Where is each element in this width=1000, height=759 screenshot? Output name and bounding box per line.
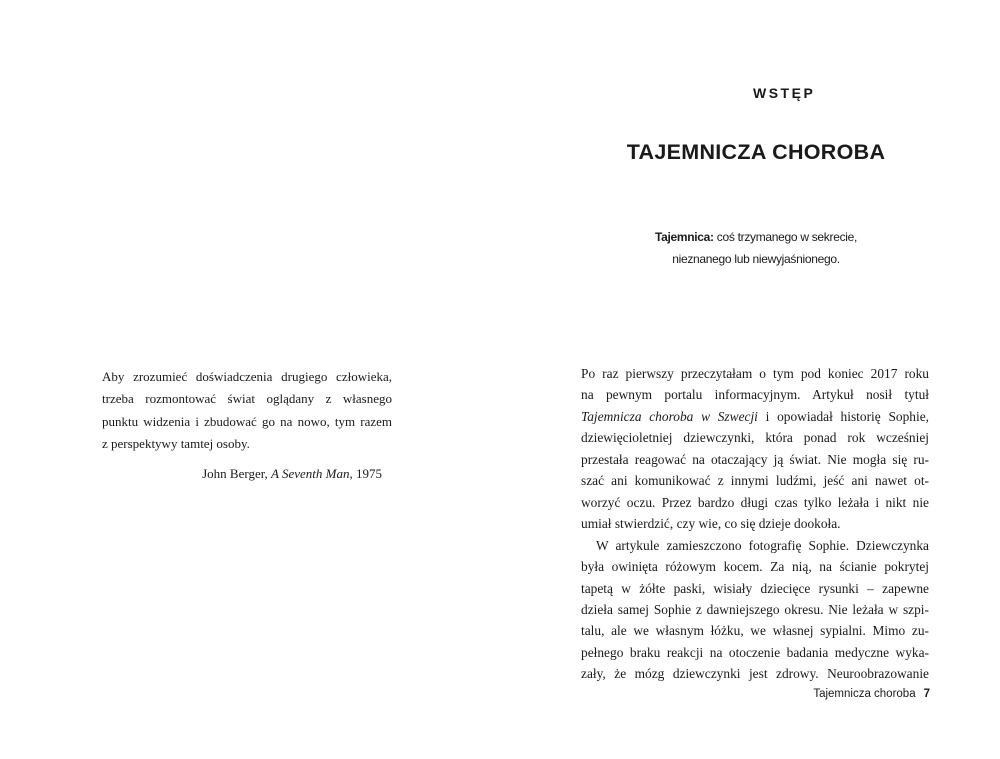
- definition-line-1: [581, 226, 931, 248]
- epigraph-line: z perspektywy tamtej osoby.: [102, 435, 250, 451]
- text-line: zały, że mózg dziewczynki jest zdrowy. Neuroobrazowanie: [581, 666, 929, 682]
- epigraph-line: punktu widzenia i zbudować go na nowo, tym razem: [102, 413, 392, 429]
- epigraph-work-title: A Seventh Man: [271, 466, 350, 481]
- epigraph-author: John Berger,: [202, 466, 272, 481]
- text-line: [581, 406, 929, 427]
- text-line: umiał stwierdzić, czy wie, co się dzieje dookoła.: [581, 516, 841, 532]
- text-line: worzyć oczu. Przez bardzo długi czas tylko leżała i nikt nie: [581, 494, 929, 510]
- epigraph-source: [102, 466, 382, 482]
- definition-term: Tajemnica:: [654, 230, 714, 244]
- text-line: na pewnym portalu informacyjnym. Artykuł nosił tytuł: [581, 387, 929, 403]
- right-page: [500, 0, 1000, 759]
- definition: [581, 226, 931, 270]
- text-line: talu, ale we własnym łóżku, we własnej sypialni. Mimo zu-: [581, 623, 929, 639]
- footer-title: Tajemnicza choroba: [813, 688, 916, 700]
- epigraph-year: , 1975: [349, 466, 382, 481]
- text-line: dziewięcioletniej dziewczynki, która ponad rok wcześniej: [581, 430, 929, 446]
- epigraph: [102, 366, 392, 455]
- text-line: Po raz pierwszy przeczytałam o tym pod koniec 2017 roku: [581, 366, 929, 381]
- running-footer: [813, 688, 930, 700]
- definition-text: coś trzymanego w sekrecie,: [713, 230, 858, 244]
- text-line: przestała reagować na otaczający ją świat. Nie mogła się ru-: [581, 451, 929, 467]
- text-line: była owinięta różowym kocem. Za nią, na ścianie pokrytej: [581, 559, 929, 575]
- epigraph-line: trzeba rozmontować świat oglądany z własnego: [102, 391, 392, 407]
- text-line: W artykule zamieszczono fotografię Sophie. Dziewczynka: [596, 537, 929, 553]
- text-line-rest: i opowiadał historię Sophie,: [757, 408, 929, 424]
- definition-line-2: nieznanego lub niewyjaśnionego.: [672, 252, 840, 266]
- chapter-title: TAJEMNICZA CHOROBA: [626, 140, 886, 164]
- text-line: szać ani komunikować z innymi ludźmi, jeść ani nawet ot-: [581, 473, 929, 489]
- page-number: 7: [923, 688, 930, 700]
- text-line: tapetą w żółte paski, wisiały dziecięce rysunki – zapewne: [581, 580, 929, 596]
- article-title: Tajemnicza choroba w Szwecji: [581, 408, 758, 424]
- section-label: WSTĘP: [753, 85, 816, 101]
- text-line: pełnego braku reakcji na otoczenie badania medyczne wyka-: [581, 644, 929, 660]
- body-text: [581, 363, 929, 685]
- text-line: dzieła samej Sophie z dawniejszego okresu. Nie leżała w szpi-: [581, 601, 929, 617]
- epigraph-line: Aby zrozumieć doświadczenia drugiego człowieka,: [102, 369, 392, 384]
